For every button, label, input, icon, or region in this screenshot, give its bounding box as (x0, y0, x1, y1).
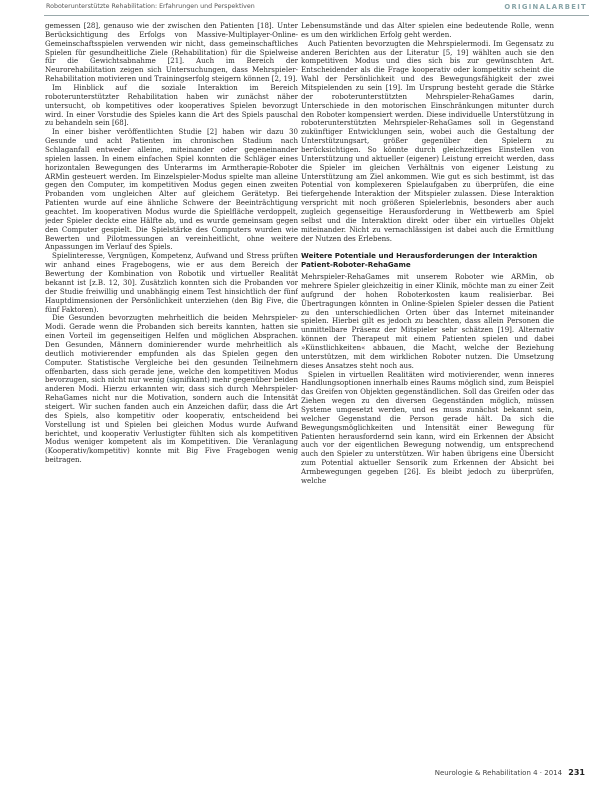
paragraph: Im Hinblick auf die soziale Interaktion im Bereich roboterunterstützter Rehabilitation haben wir zunächst näher untersucht, ob kompetitives oder kooperatives Spielen bevorzugt wird. In einer Vorstudie des Spieles kann die Art des Spiels pauschal zu behandeln sein [68]. (45, 83, 298, 128)
paragraph: Auch Patienten bevorzugten die Mehrspielermodi. Im Gegensatz zu anderen Berichten aus der Literatur [5, 19] wählten auch sie den kompetitiven Modus und dies sich bis zur gewünschten Art. Entscheidender als die Frage kooperativ oder kompetitiv scheint die Wahl der Persönlichkeit und des Bewegungsfähigkeit der zwei Mitspielenden zu sein [19]. Im Ursprung besteht gerade die Stärke der roboterunterstützten Mehrspieler-RehaGames darin, Unterschiede in den motorischen Einschränkungen mitunter durch den Roboter kompensiert werden. Diese individuelle Unterstützung in roboterunterstützten Mehrspieler-RehaGames soll in Gegenstand zukünftiger Entwicklungen sein, wobei auch die Gestaltung der Unterstützungsart, größer gegenüber den Spielern zu berücksichtigen. So könnte durch gleichzeitiges Einstellen von Unterstützung und aktueller (eigener) Leistung erreicht werden, dass die Spieler im gleichen Verhältnis von eigener Leistung zu Unterstützung am Ziel ankommen. Wie gut es sich bestimmt, ist das Potential von komplexeren Spielaufgaben zu überprüfen, die eine tiefergehende Interaktion der Mitspieler zulassen. Diese Interaktion verspricht mit noch größeren Spielerlebnis, besonders aber auch zugleich gegenseitige Herausforderung in Wettbewerb am Spiel selbst und die Interaktion direkt oder über ein virtuelles Objekt miteinander. Nicht zu vernachlässigen ist dabei auch die Ermittlung der Nutzen des Erlebens. (301, 38, 554, 243)
page-footer (435, 768, 585, 777)
right-column (301, 22, 554, 757)
paragraph: Spielinteresse, Vergnügen, Kompetenz, Aufwand und Stress prüften wir anhand eines Fragebogens, wie er aus dem Bereich der Bewertung der Kombination von Robotik und virtueller Realität bekannt ist [z.B. 12, 30]. Zusätzlich konnten sich die Probanden vor der Studie freiwillig und unabhängig einem Test hinsichtlich der fünf Hauptdimensionen der Persönlichkeit unterziehen (den Big Five, die fünf Faktoren). (45, 251, 298, 314)
paragraph: Lebensumstände und das Alter spielen eine bedeutende Rolle, wenn es um den wirklichen Erfolg geht werden. (301, 22, 554, 39)
page-header (0, 0, 601, 16)
left-column (45, 22, 298, 757)
section-label: ORIGINALARBEIT (504, 3, 587, 11)
paragraph: Spielen in virtuellen Realitäten wird motivierender, wenn inneres Handlungsoptionen innerhalb eines Raums möglich sind, zum Beispiel das Greifen von Objekten gegenständlichen. Soll das Greifen oder das Ziehen wegen zu den diversen Gegenständen möglich, müssen Systeme umgesetzt werden, und es muss zunächst bekannt sein, welcher Gegenstand die Person gerade hält. Da sich die Bewegungsmöglichkeiten und Intensität einer Bewegung für Patienten herausfordernd sein kann, wird ein Erkennen der Absicht auch vor der eigentlichen Bewegung notwendig, um entsprechend auch den Spieler zu unterstützen. Wir haben übrigens eine Übersicht zum Potential aktueller Sensorik zum Erkennen der Absicht bei Armbewegungen gegeben [26]. Es bleibt jedoch zu überprüfen, welche (301, 369, 554, 485)
section-heading: Weitere Potentiale und Herausforderungen der Interaktion Patient-Roboter-RehaGame (301, 251, 538, 270)
paragraph: In einer bisher veröffentlichten Studie [2] haben wir dazu 30 Gesunde und acht Patienten im chronischen Stadium nach Schlaganfall entweder alleine, miteinander oder gegeneinander spielen lassen. In einem einfachen Spiel konnten die Schläger eines horizontalen Bewegungen des Unterarms im Armtherapie-Roboter ARMin gesteuert werden. Im Einzelspieler-Modus spielte man alleine gegen den Computer, im kompetitiven Modus gegen einen zweiten Probanden vom ungleichen Alter auf gleichem Gerätetyp. Bei Patienten wurde auf eine ähnliche Schwere der Beeinträchtigung geachtet. Im kooperativen Modus wurde die Spielfläche verdoppelt, jeder Spieler deckte eine Hälfte ab, und es wurde gemeinsam gegen den Computer gespielt. Die Spielstärke des Computers wurden wie Bewerten und Pilotmessungen an vereinheitlicht, ohne weitere Anpassungen im Verlauf des Spiels. (45, 127, 298, 252)
paragraph: Die Gesunden bevorzugten mehrheitlich die beiden Mehrspieler-Modi. Gerade wenn die Probanden sich bereits kannten, hatten sie einen Vorteil im gegenseitigen Helfen und möglichen Absprachen. Den Gesunden, Männern dominierender wurde mehrheitlich als deutlich motivierender empfunden als das Spielen gegen den Computer. Statistische Vergleiche bei den gesunden Teilnehmern offenbarten, dass sich gerade jene, welche den kompetitiven Modus bevorzugen, sich nicht nur wenig (signifikant) mehr gegenüber beiden anderen Modi. Hierzu erkannten wir, dass sich durch Mehrspieler-RehaGames nicht nur die Motivation, sondern auch die Intensität steigert. Wir suchen fanden auch ein Anzeichen dafür, dass die Art des Spiels, also kompetitiv oder kooperativ, entscheidend bei Vorstellung ist und Spielen bei gleichen Modus wurde Aufwand berichtet, und kooperativ Verlustigter fühlten sich als kompetitiven Modus weniger kompetent als im Kompetitiven. Die Veranlagung (Kooperativ/kompetitiv) konnte mit Big Five Fragebogen wenig beitragen. (45, 313, 298, 465)
journal-citation: Neurologie & Rehabilitation 4 · 2014 (434, 769, 563, 777)
page-number: 231 (568, 768, 585, 777)
header-rule (44, 15, 589, 16)
running-head: Roboterunterstützte Rehabilitation: Erfahrungen und Perspektiven (46, 3, 255, 10)
paragraph: Mehrspieler-RehaGames mit unserem Roboter wie ARMin, ob mehrere Spieler gleichzeitig in einer Klinik, möchte man zu einer Zeit aufgrund der hohen Roboterkosten kaum realisierbar. Bei Übertragungen könnten in Online-Spielen Spieler dessen die Patient zu den unterschiedlichen Orten über das Internet miteinander spielen. Hierbei gilt es jedoch zu beachten, dass allein Personen die unmittelbare Präsenz der Mitspieler sehr schätzen [19]. Alternativ können der Therapeut mit einem Patienten spielen und dabei »Künstlichkeiten« abbauen, die Macht, welche der Beziehung unterstützen, mit dem wirklichen Roboter nutzen. Die Umsetzung dieses Ansatzes steht noch aus. (301, 272, 554, 370)
paragraph: gemessen [28], genauso wie der zwischen den Patienten [18]. Unter Berücksichtigung des Erfolgs von Massive-Multiplayer-Online-Gemeinschaftsspielen verwenden wir nicht, dass gemeinschaftliches Spielen für gesundheitliche Ziele (Rehabilitation) für die Spielweise für die Gewichtsabnahme [21]. Auch im Bereich der Neurorehabilitation zeigen sich Untersuchungen, dass Mehrspieler-Rehabilitation motivieren und Trainingserfolg steigern können [2, 19]. (45, 22, 298, 84)
